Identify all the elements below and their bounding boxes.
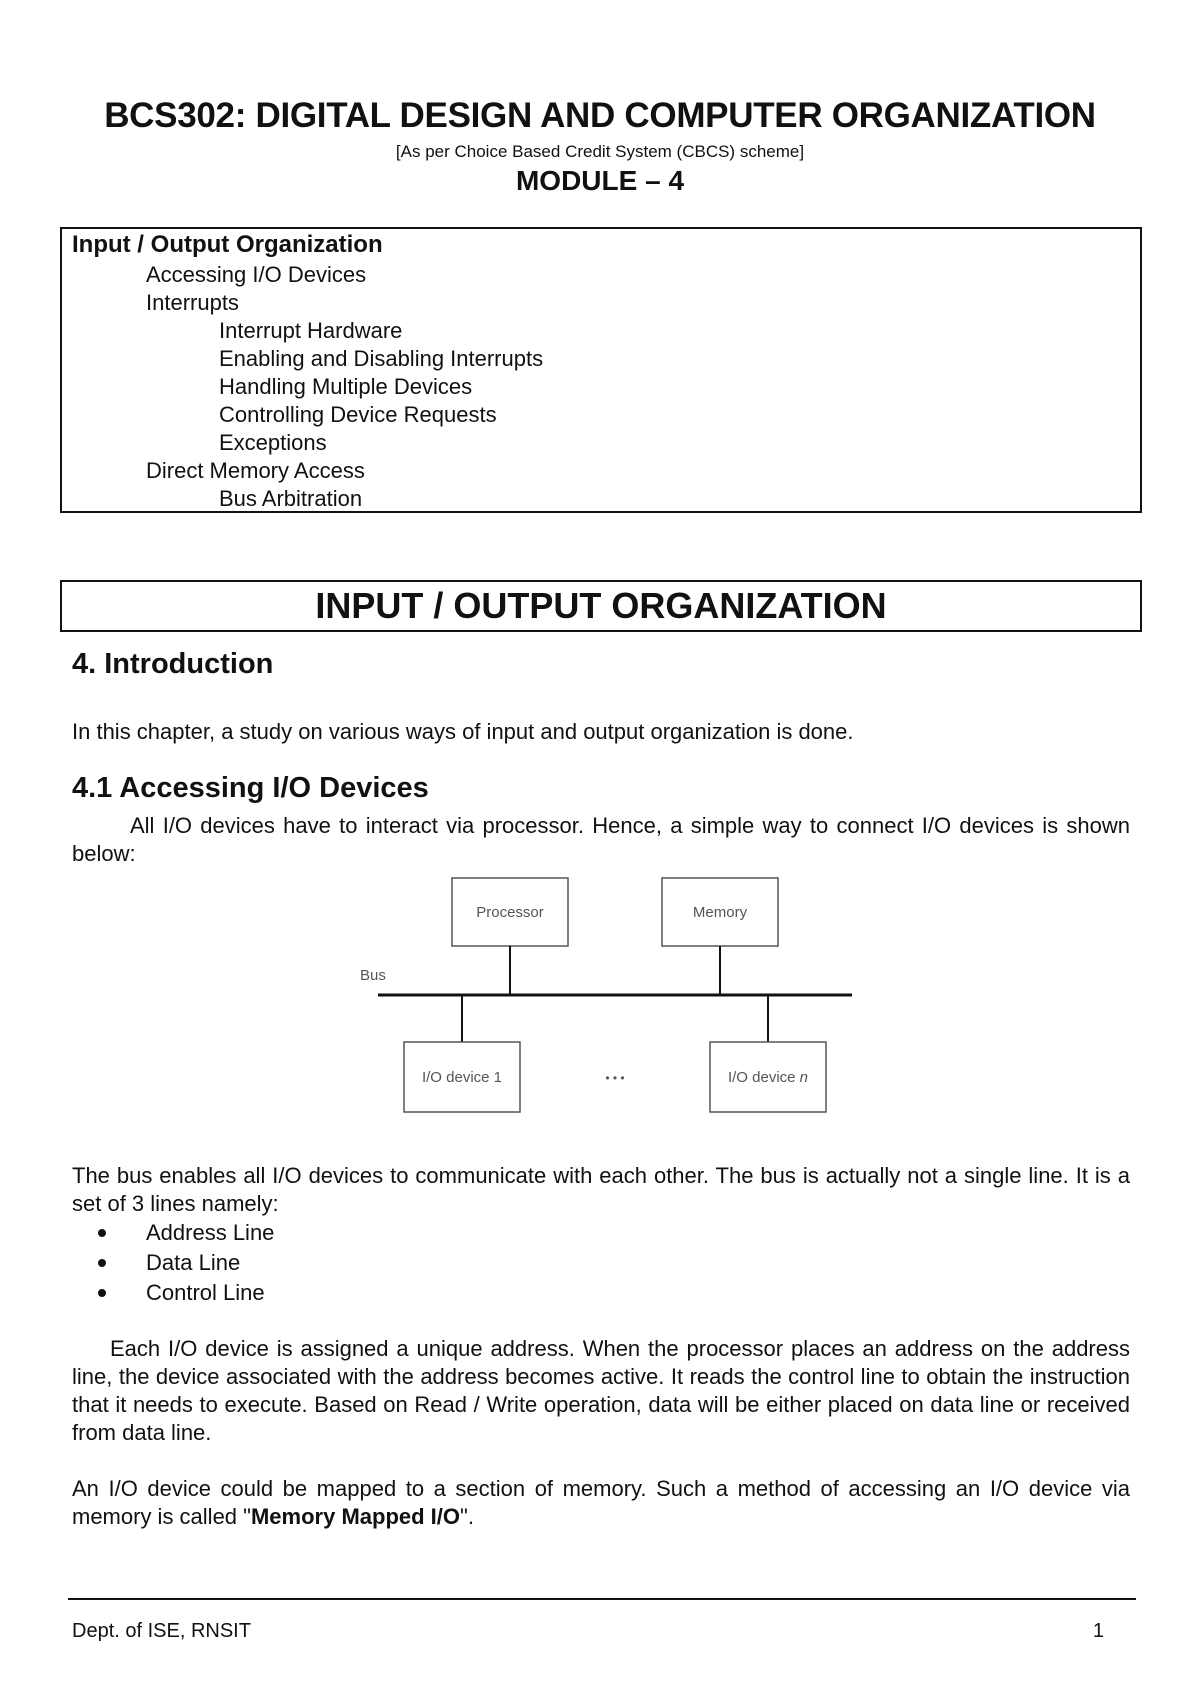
io-device-n-prefix: I/O device [727, 1069, 800, 1086]
document-subtitle: [As per Choice Based Credit System (CBCS) scheme] [395, 142, 805, 161]
list-item [72, 1218, 274, 1248]
io-device-1-label: I/O device 1 [421, 1069, 503, 1086]
memory-mapped-term: Memory Mapped I/O [250, 1504, 461, 1529]
section-heading-accessing-io: 4.1 Accessing I/O Devices [72, 772, 429, 804]
memory-mapped-prefix: An I/O device could be mapped to a section of memory. Such a method of accessing an I/O device via memory is called " [72, 1476, 1130, 1529]
module-heading: MODULE – 4 [515, 165, 685, 196]
chapter-banner: INPUT / OUTPUT ORGANIZATION [60, 580, 1142, 632]
syllabus-subitem: Handling Multiple Devices [219, 374, 473, 399]
address-paragraph: Each I/O device is assigned a unique address. When the processor places an address on the address line, the device associated with the address becomes active. It reads the control line to obtain the instruction that it needs to execute. Based on Read / Write operation, data will be either placed on data line or received from data line. [72, 1336, 1130, 1445]
document-title: BCS302: DIGITAL DESIGN AND COMPUTER ORGANIZATION [104, 96, 1096, 135]
accessing-io-paragraph: All I/O devices have to interact via processor. Hence, a simple way to connect I/O devices is shown below: [72, 813, 1130, 866]
processor-label: Processor [476, 904, 544, 921]
syllabus-subitem: Interrupt Hardware [219, 318, 403, 343]
io-device-n-label [728, 1069, 808, 1086]
syllabus-item: Direct Memory Access [146, 458, 365, 483]
footer-department: Dept. of ISE, RNSIT [72, 1620, 251, 1642]
list-item [72, 1248, 274, 1278]
footer-divider [68, 1598, 1136, 1600]
bullet-icon [98, 1229, 106, 1237]
section-heading-introduction: 4. Introduction [72, 648, 274, 680]
bullet-icon [98, 1289, 106, 1297]
list-item-text: Address Line [146, 1220, 275, 1245]
syllabus-subitem: Controlling Device Requests [219, 402, 497, 427]
bus-label: Bus [360, 967, 386, 984]
list-item-text: Data Line [146, 1250, 241, 1275]
memory-label: Memory [692, 904, 748, 921]
syllabus-item: Accessing I/O Devices [146, 262, 367, 287]
io-device-n-suffix: n [799, 1069, 809, 1086]
list-item [72, 1278, 274, 1308]
memory-mapped-suffix: ". [460, 1504, 474, 1529]
intro-paragraph: In this chapter, a study on various ways of input and output organization is done. [72, 719, 854, 744]
ellipsis-dots: • • • [605, 1071, 625, 1085]
memory-mapped-paragraph [72, 1475, 1130, 1531]
list-item-text: Control Line [146, 1280, 265, 1305]
bus-paragraph: The bus enables all I/O devices to communicate with each other. The bus is actually not a single line. It is a set of 3 lines namely: [72, 1163, 1130, 1216]
bullet-icon [98, 1259, 106, 1267]
bus-lines-list [72, 1218, 274, 1308]
syllabus-subitem: Bus Arbitration [219, 486, 363, 511]
syllabus-heading: Input / Output Organization [72, 231, 383, 258]
page-number: 1 [1092, 1620, 1104, 1642]
syllabus-item: Interrupts [146, 290, 239, 315]
syllabus-subitem: Enabling and Disabling Interrupts [219, 346, 544, 371]
syllabus-subitem: Exceptions [219, 430, 327, 455]
